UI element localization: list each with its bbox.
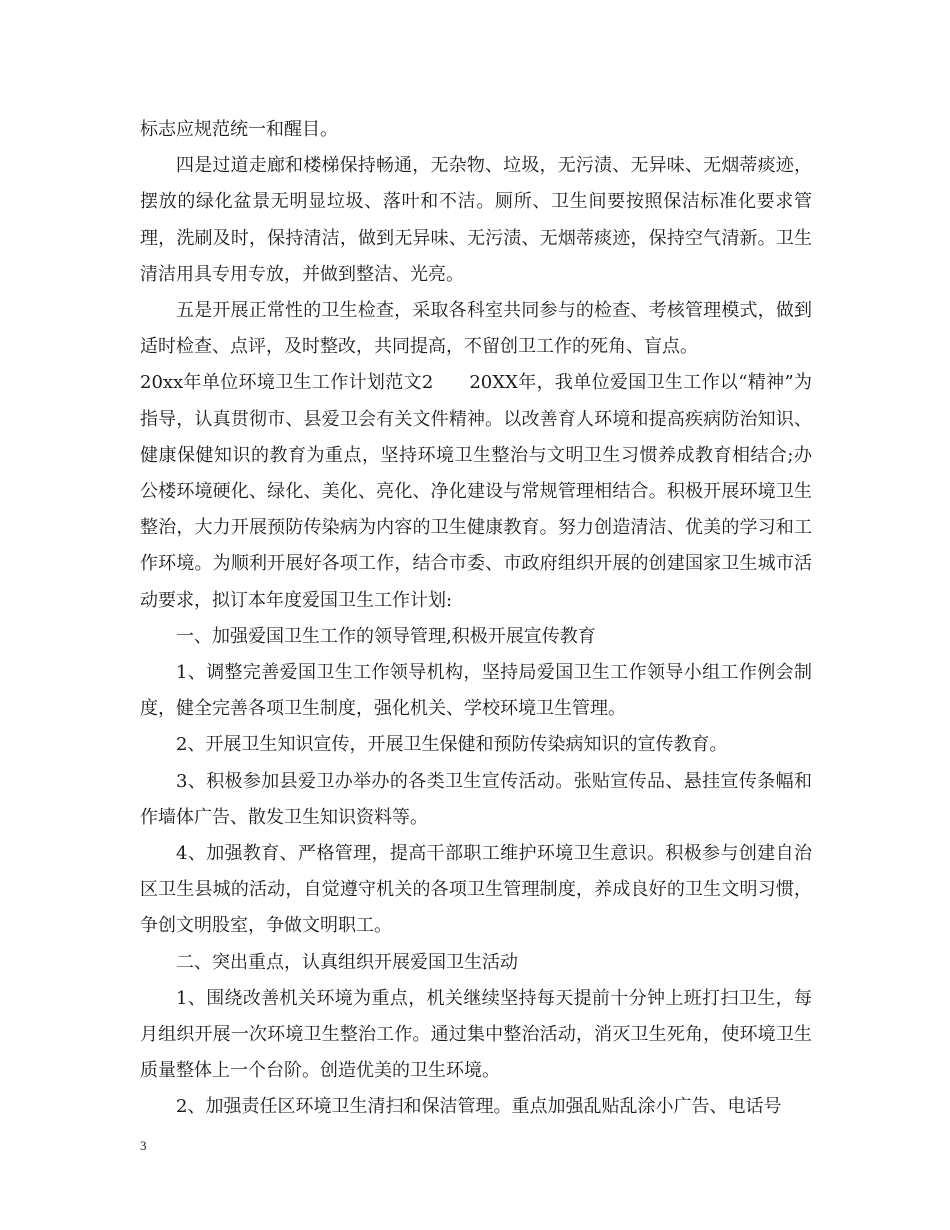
- list-item: 4、加强教育、严格管理，提高干部职工维护环境卫生意识。积极参与创建自治区卫生县城的活动，自觉遵守机关的各项卫生管理制度，养成良好的卫生文明习惯，争创文明股室，争做文明职工。: [140, 843, 812, 937]
- paragraph-continuation: 标志应规范统一和醒目。: [140, 119, 338, 140]
- section-title-paragraph: [140, 365, 812, 618]
- list-item: 1、调整完善爱国卫生工作领导机构，坚持局爱国卫生工作领导小组工作例会制度，健全完善各项卫生制度，强化机关、学校环境卫生管理。: [140, 662, 812, 720]
- document-body: [140, 112, 812, 1126]
- list-item: 2、开展卫生知识宣传，开展卫生保健和预防传染病知识的宣传教育。: [176, 734, 728, 756]
- heading-two: 二、突出重点，认真组织开展爱国卫生活动: [176, 951, 518, 973]
- paragraph-item-four: 四是过道走廊和楼梯保持畅通，无杂物、垃圾，无污渍、无异味、无烟蒂痰迹，摆放的绿化盆景无明显垃圾、落叶和不洁。厕所、卫生间要按照保洁标准化要求管理，洗刷及时，保持清洁，做到无异味、无污渍、无烟蒂痰迹，保持空气清新。卫生清洁用具专用专放，并做到整洁、光亮。: [140, 155, 812, 285]
- page-number: 3: [140, 1138, 147, 1153]
- heading-one: 一、加强爱国卫生工作的领导管理,积极开展宣传教育: [176, 625, 596, 647]
- list-item: 2、加强责任区环境卫生清扫和保洁管理。重点加强乱贴乱涂小广告、电话号: [176, 1096, 782, 1118]
- list-item: 3、积极参加县爱卫办举办的各类卫生宣传活动。张贴宣传品、悬挂宣传条幅和作墙体广告、散发卫生知识资料等。: [140, 770, 812, 828]
- paragraph-item-five: 五是开展正常性的卫生检查，采取各科室共同参与的检查、考核管理模式，做到适时检查、点评，及时整改，共同提高，不留创卫工作的死角、盲点。: [140, 300, 812, 358]
- list-item: 1、围绕改善机关环境为重点，机关继续坚持每天提前十分钟上班打扫卫生，每月组织开展一次环境卫生整治工作。通过集中整治活动，消灭卫生死角，使环境卫生质量整体上一个台阶。创造优美的卫生环境。: [140, 987, 812, 1082]
- section-intro: 20XX年，我单位爱国卫生工作以“精神”为指导，认真贯彻市、县爱卫会有关文件精神。以改善育人环境和提高疾病防治知识、健康保健知识的教育为重点，坚持环境卫生整治与文明卫生习惯养成教育相结合;办公楼环境硬化、绿化、美化、亮化、净化建设与常规管理相结合。积极开展环境卫生整治，大力开展预防传染病为内容的卫生健康教育。努力创造清洁、优美的学习和工作环境。为顺利开展好各项工作，结合市委、市政府组织开展的创建国家卫生城市活动要求，拟订本年度爱国卫生工作计划:: [140, 372, 812, 611]
- section-title: 20xx年单位环境卫生工作计划范文2: [140, 372, 434, 394]
